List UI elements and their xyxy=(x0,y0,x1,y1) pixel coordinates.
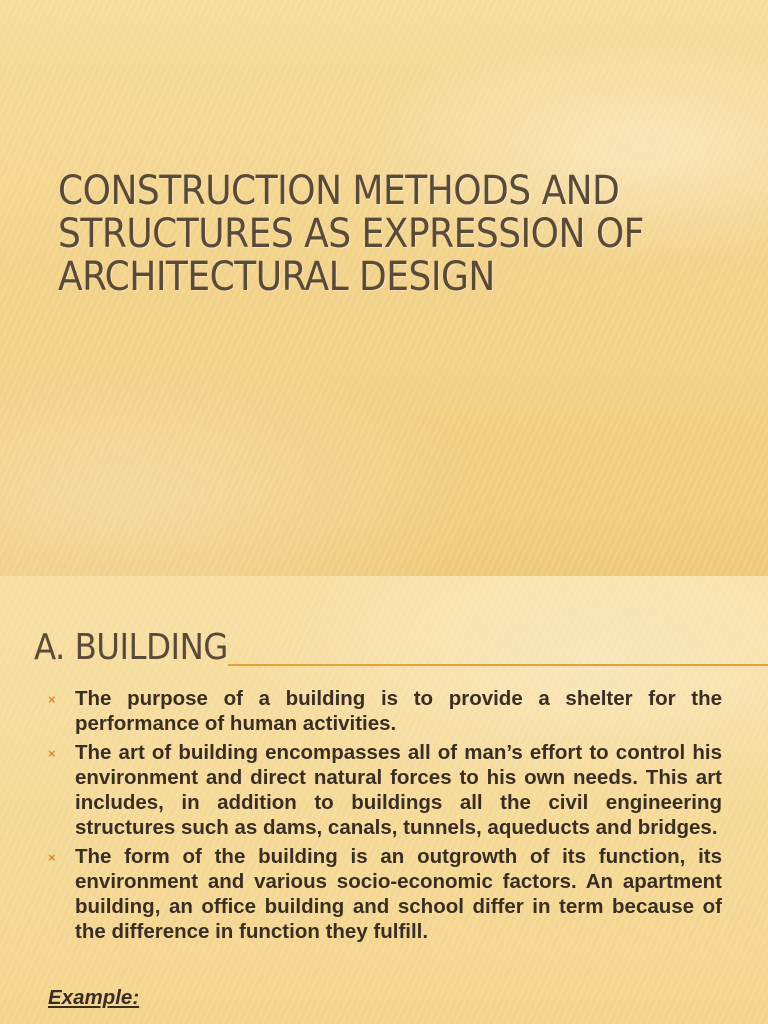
bullet-text: The art of building encompasses all of man’s effort to control his environment and direct natural forces to his own needs. This art includes, in addition to buildings all the civil engineering structures such as dams, canals, tunnels, aqueducts and bridges. xyxy=(75,741,722,839)
bullet-item-1 xyxy=(48,686,722,736)
bullet-item-2 xyxy=(48,740,722,840)
bullet-text: The form of the building is an outgrowth of its function, its environment and various socio-economic factors. An apartment building, an office building and school differ in term because of the difference in function they fulfill. xyxy=(75,845,722,943)
heading-underline-rule xyxy=(228,664,768,666)
bullet-item-3 xyxy=(48,844,722,944)
cross-bullet-icon: × xyxy=(48,850,56,865)
bullet-text: The purpose of a building is to provide a shelter for the performance of human activities. xyxy=(75,687,722,735)
cross-bullet-icon: × xyxy=(48,746,56,761)
title-line-1: CONSTRUCTION METHODS AND xyxy=(58,168,620,214)
cross-bullet-icon: × xyxy=(48,692,56,707)
slide-title xyxy=(58,170,698,299)
section-heading: A. BUILDING xyxy=(34,627,228,668)
title-line-3: ARCHITECTURAL DESIGN xyxy=(58,254,495,300)
bullet-list xyxy=(48,686,722,948)
slide-2 xyxy=(0,576,768,1024)
example-label: Example: xyxy=(48,986,140,1009)
title-line-2: STRUCTURES AS EXPRESSION OF xyxy=(58,211,644,257)
